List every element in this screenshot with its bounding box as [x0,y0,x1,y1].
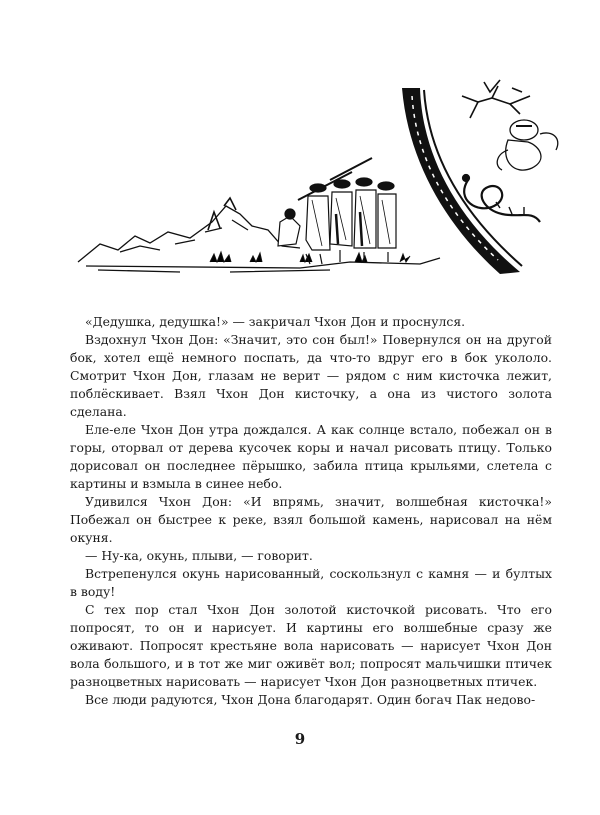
page-number: 9 [294,730,306,748]
paragraph: Все люди радуются, Чхон Дона благодарят. Один богач Пак недово- [85,692,536,707]
paragraph: «Дедушка, дедушка!» — закричал Чхон Дон и проснулся. [85,314,466,329]
paragraph: — Ну-ка, окунь, плыви, — говорит. [85,548,313,563]
header-illustration [0,0,600,290]
ornamental-border [402,88,522,274]
paragraph: Удивился Чхон Дон: «И впрямь, значит, волшебная кисточка!» Побежал он быстрее к реке, взял большой камень, нарисовал на нём окуня. [70,494,552,545]
paragraph: Еле-еле Чхон Дон утра дождался. А как солнце встало, побежал он в горы, оторвал от дерева кусочек коры и начал рисовать птицу. Только дорисовал он последнее пёрышко, забила птица крыльями, слетела с картины и взмыла в синее небо. [70,422,552,491]
story-text [70,313,552,709]
paragraph: Встрепенулся окунь нарисованный, соскользнул с камня — и бултых в воду! [70,566,552,599]
ground-grass [210,252,410,262]
paragraph: Вздохнул Чхон Дон: «Значит, это сон был!» Повернулся он на другой бок, хотел ещё немного поспать, да что-то вдруг его в бок укололо. Смотрит Чхон Дон, глазам не верит — рядом с ним кисточка лежит, поблёскивает. Взял Чхон Дон кисточку, а она из чистого золота сделана. [70,332,552,419]
tree-branches [462,80,530,118]
heavenly-figure [497,120,558,170]
paragraph: С тех пор стал Чхон Дон золотой кисточкой рисовать. Что его попросят, то он и нарисует. И картины его волшебные сразу же оживают. Попросят крестьяне вола нарисовать — нарисует Чхон Дон вола большого, и в тот же миг оживёт вол; попросят мальчишки птичек разноцветных нарисовать — нарисует Чхон Дон разноцветных птичек. [70,602,552,689]
